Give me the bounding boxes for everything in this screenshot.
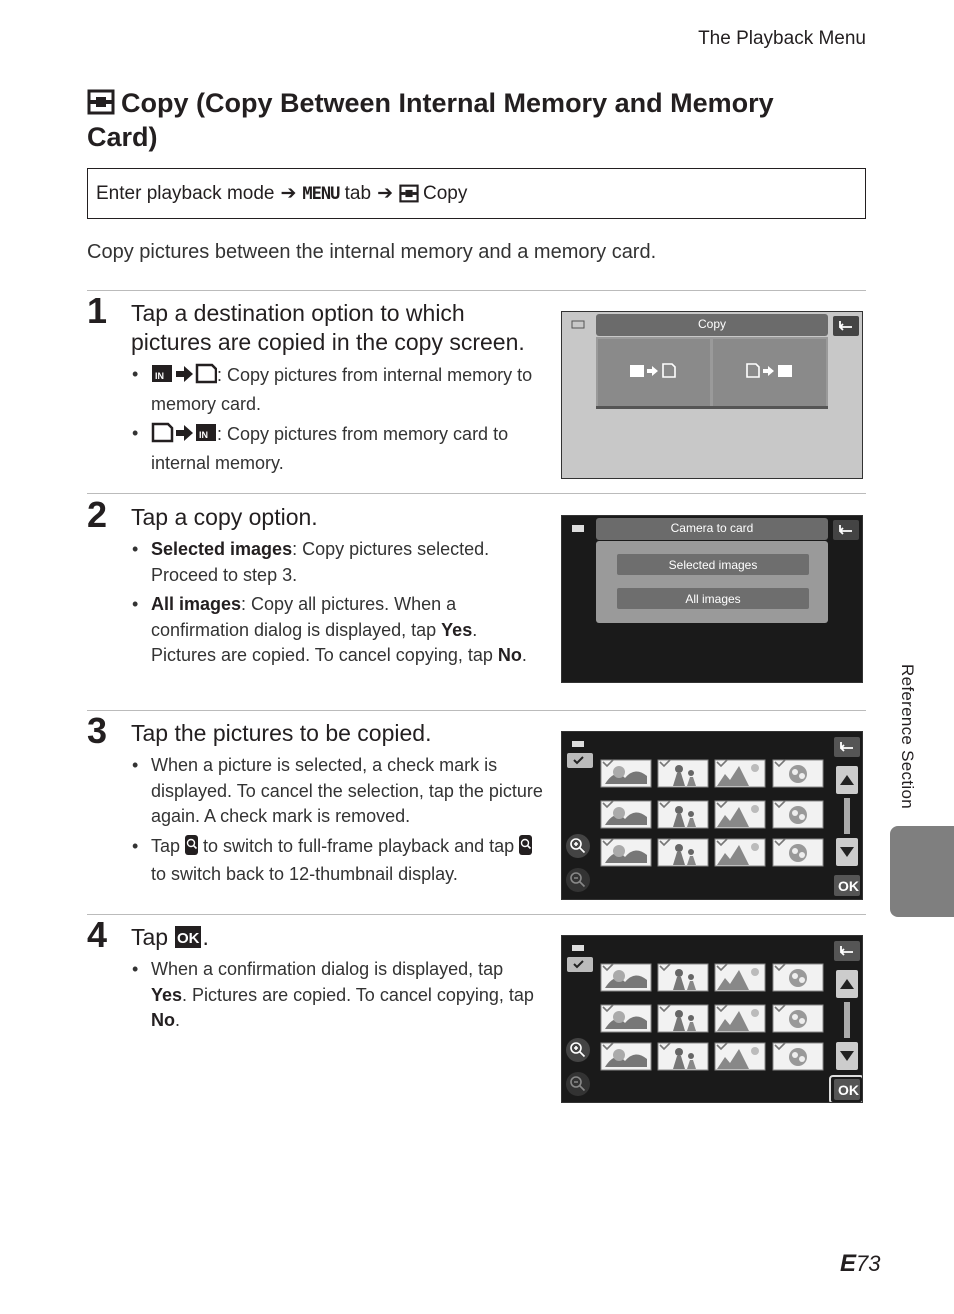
- zoom-out-button[interactable]: [566, 868, 590, 892]
- thumbnail[interactable]: [601, 801, 651, 828]
- step-title: Tap a copy option.: [131, 504, 318, 530]
- thumbnail[interactable]: [715, 801, 765, 828]
- zoom-out-icon: [519, 835, 532, 863]
- list-item: • When a picture is selected, a check mark is displayed. To cancel the selection, tap the picture again. A check mark is removed.: [131, 753, 551, 830]
- step-title: Tap OK .: [131, 923, 541, 956]
- page-number: E73: [840, 1250, 881, 1277]
- battery-icon: [572, 741, 584, 747]
- divider: [87, 710, 866, 711]
- svg-text:IN: • IN: [199, 430, 208, 440]
- thumbnail[interactable]: [601, 1005, 651, 1032]
- divider: [87, 493, 866, 494]
- thumbnail[interactable]: [773, 760, 823, 787]
- thumbnail[interactable]: [658, 1005, 708, 1032]
- step-body: [131, 753, 551, 892]
- battery-icon: [572, 945, 584, 951]
- thumbnail[interactable]: [715, 964, 765, 991]
- ok-label: OK: [838, 1082, 859, 1098]
- step-number: 1: [87, 290, 108, 331]
- thumbnail[interactable]: [658, 801, 708, 828]
- thumbnail[interactable]: [658, 964, 708, 991]
- section-title: [87, 86, 827, 154]
- nav-menu-tab: tab: [344, 182, 372, 204]
- list-item: • Tap to switch to full-frame playback and tap to switch back to 12-thumbnail display.: [131, 834, 551, 888]
- thumbnail[interactable]: [773, 964, 823, 991]
- back-button[interactable]: [833, 520, 859, 540]
- thumbnail[interactable]: [601, 1043, 651, 1070]
- thumbnail-screen: [561, 731, 863, 900]
- section-tab: [890, 826, 954, 917]
- battery-icon: [572, 525, 584, 532]
- zoom-in-button[interactable]: [566, 834, 590, 858]
- divider: [87, 290, 866, 291]
- copy-screen: [561, 311, 863, 479]
- thumbnail[interactable]: [601, 839, 651, 866]
- arrow-right-icon: ➔: [377, 183, 393, 204]
- thumbnail[interactable]: [773, 839, 823, 866]
- list-item: • When a confirmation dialog is displayed, tap Yes. Pictures are copied. To cancel copying, tap No.: [131, 957, 541, 1034]
- svg-text:OK: OK: [177, 930, 200, 947]
- thumbnail[interactable]: [773, 1043, 823, 1070]
- thumbnail-screen-confirm: [561, 935, 863, 1103]
- screen-title: Camera to card: [670, 521, 754, 535]
- intro-text: Copy pictures between the internal memory and a memory card.: [87, 241, 657, 263]
- thumbnail[interactable]: [715, 1005, 765, 1032]
- zoom-in-icon: [185, 835, 198, 863]
- thumbnail[interactable]: [658, 760, 708, 787]
- thumbnail[interactable]: [773, 801, 823, 828]
- reference-e-icon: E: [840, 1250, 857, 1277]
- thumbnail[interactable]: [601, 760, 651, 787]
- svg-text:IN: • IN: [155, 371, 164, 381]
- thumbnail[interactable]: [715, 1043, 765, 1070]
- copy-option-screen: [561, 515, 863, 683]
- step-title: Tap a destination option to which pictures are copied in the copy screen.: [131, 300, 525, 355]
- divider: [87, 914, 866, 915]
- menu-tab-icon: MENU: [302, 183, 340, 204]
- zoom-in-button[interactable]: [566, 1038, 590, 1062]
- navigation-path: [87, 168, 866, 219]
- step-body: [131, 362, 541, 480]
- list-item: • All images: Copy all pictures. When a confirmation dialog is displayed, tap Yes. Pictures are copied. To cancel copying, tap No.: [131, 592, 541, 669]
- list-item: • IN : Copy pictures from internal memory to memory card.: [131, 362, 541, 417]
- thumbnail[interactable]: [773, 1005, 823, 1032]
- card-to-internal-icon: [151, 421, 217, 451]
- nav-item: Copy: [423, 182, 468, 204]
- zoom-out-button[interactable]: [566, 1072, 590, 1096]
- list-item: • IN : Copy pictures from memory card to internal memory.: [131, 421, 541, 476]
- copy-icon: [87, 89, 115, 115]
- step-number: 3: [87, 710, 108, 751]
- option-panel: [596, 541, 828, 623]
- arrow-right-icon: ➔: [280, 183, 297, 204]
- section-title-text: Copy (Copy Between Internal Memory and Memory Card): [87, 88, 774, 152]
- ok-label: OK: [838, 878, 859, 894]
- all-images-label: All images: [685, 592, 741, 606]
- thumbnail[interactable]: [715, 760, 765, 787]
- chapter-title: The Playback Menu: [698, 28, 866, 49]
- step-body: [131, 957, 541, 1038]
- selected-images-label: Selected images: [668, 558, 758, 572]
- back-button[interactable]: [834, 737, 860, 757]
- back-button[interactable]: [833, 316, 859, 336]
- scrollbar[interactable]: [844, 798, 850, 834]
- nav-start: Enter playback mode: [96, 182, 275, 204]
- scrollbar[interactable]: [844, 1002, 850, 1038]
- step-number: 4: [87, 914, 108, 955]
- thumbnail[interactable]: [601, 964, 651, 991]
- side-section-label: Reference Section: [898, 664, 917, 809]
- step-body: [131, 537, 541, 673]
- internal-to-card-icon: [151, 362, 217, 392]
- ok-icon: [174, 925, 202, 956]
- screen-title: Copy: [697, 317, 726, 331]
- thumbnail[interactable]: [658, 839, 708, 866]
- back-button[interactable]: [834, 941, 860, 961]
- thumbnail[interactable]: [658, 1043, 708, 1070]
- thumbnail[interactable]: [715, 839, 765, 866]
- copy-icon: [399, 184, 419, 203]
- step-number: 2: [87, 494, 108, 535]
- list-item: • Selected images: Copy pictures selected. Proceed to step 3.: [131, 537, 541, 588]
- step-title: Tap the pictures to be copied.: [131, 720, 432, 746]
